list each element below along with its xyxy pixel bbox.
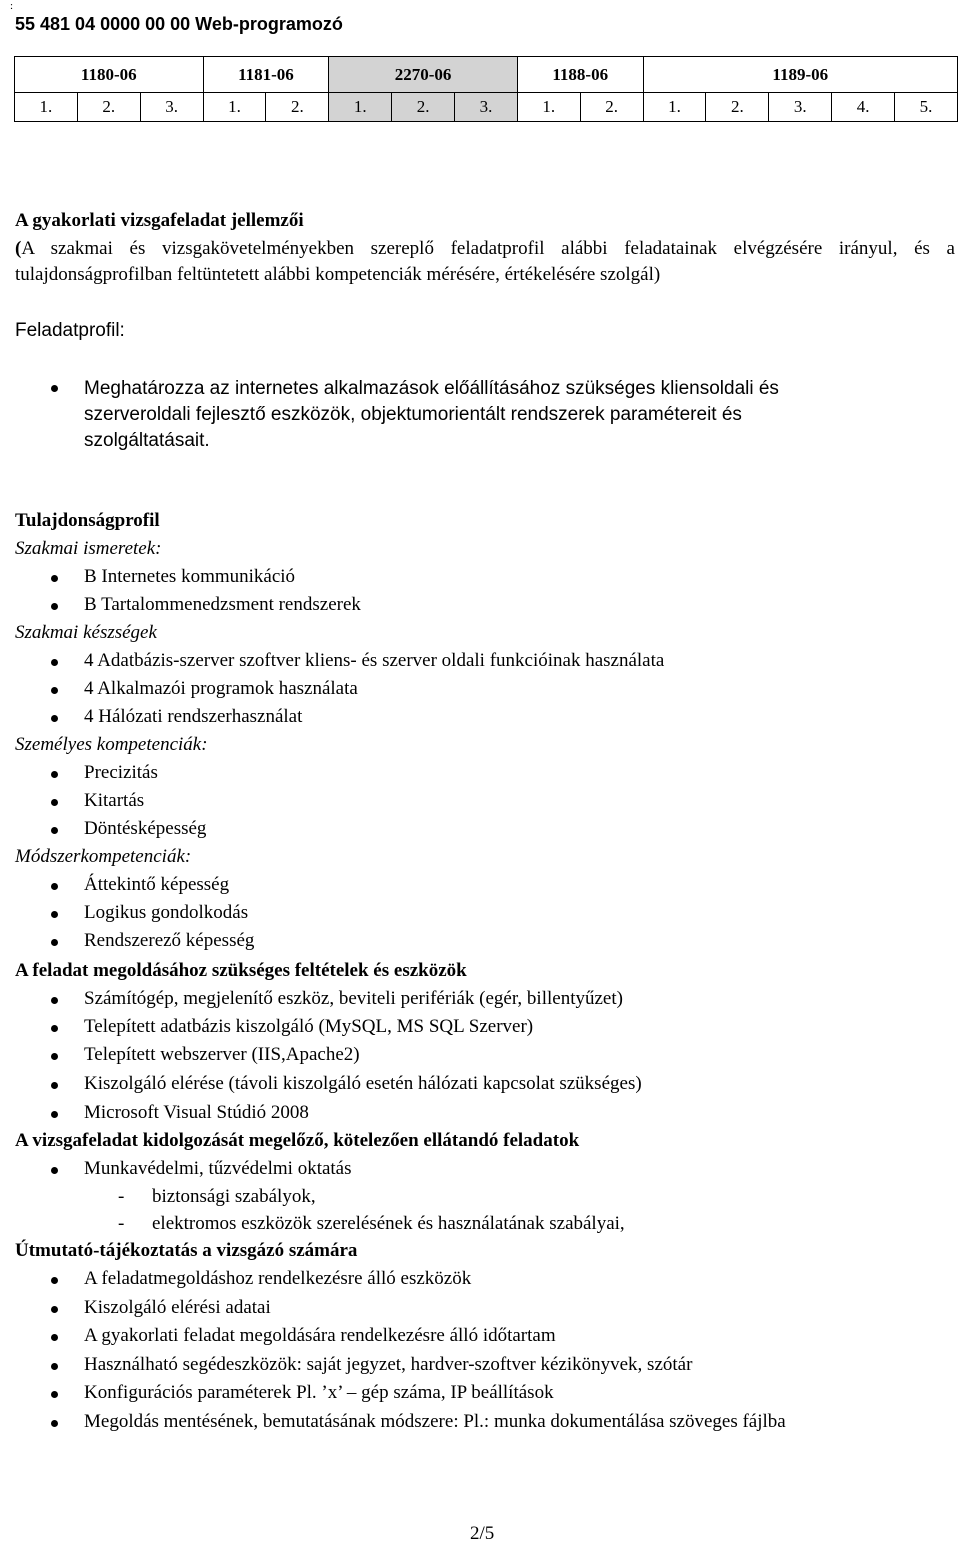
- task-number-cell: 3.: [769, 93, 832, 122]
- bullet-icon: [51, 1334, 58, 1341]
- bullet-icon: [51, 771, 58, 778]
- list-item: [84, 650, 664, 672]
- elozetes-title: A vizsgafeladat kidolgozását megelőző, kötelezően ellátandó feladatok: [15, 1130, 580, 1151]
- list-item: [84, 594, 361, 616]
- list-item: [84, 1411, 786, 1433]
- list-item-text: Áttekintő képesség: [84, 874, 230, 895]
- task-number-cell: 3.: [140, 93, 203, 122]
- task-description-bracket: (: [15, 238, 22, 259]
- task-number-cell: 2.: [77, 93, 140, 122]
- bullet-icon: [51, 939, 58, 946]
- list-item: [84, 1016, 533, 1038]
- task-number-cell: 2.: [266, 93, 329, 122]
- bullet-icon: [51, 1306, 58, 1313]
- bullet-icon: [51, 799, 58, 806]
- bullet-icon: [51, 1420, 58, 1427]
- list-item-text: Megoldás mentésének, bemutatásának módszere: Pl.: munka dokumentálása szöveges fájlba: [84, 1411, 786, 1432]
- bullet-icon: [51, 687, 58, 694]
- task-title: A gyakorlati vizsgafeladat jellemzői: [15, 210, 304, 231]
- bullet-icon: [51, 575, 58, 582]
- list-item-text: Döntésképesség: [84, 818, 207, 839]
- list-item-text: Rendszerező képesség: [84, 930, 255, 951]
- list-item: [84, 1158, 352, 1180]
- dash-mark: -: [118, 1213, 125, 1234]
- list-item-text: Munkavédelmi, tűzvédelmi oktatás: [84, 1158, 352, 1179]
- list-item: [84, 930, 254, 952]
- task-number-cell: 2.: [580, 93, 643, 122]
- list-item: [84, 902, 248, 924]
- bullet-icon: [51, 603, 58, 610]
- list-item: [84, 678, 358, 700]
- list-item-text: Kiszolgáló elérési adatai: [84, 1297, 271, 1318]
- task-number-cell: 1.: [517, 93, 580, 122]
- bullet-icon: [51, 385, 58, 392]
- feladatprofil-item: [84, 376, 824, 454]
- bullet-icon: [51, 1111, 58, 1118]
- module-code-cell: 1181-06: [203, 57, 329, 93]
- list-item: [84, 1073, 642, 1095]
- dash-item-text: elektromos eszközök szerelésének és használatának szabályai,: [152, 1213, 625, 1234]
- task-description: [15, 236, 955, 288]
- feladatprofil-title: Feladatprofil:: [15, 320, 125, 341]
- module-code-cell: 1188-06: [517, 57, 643, 93]
- task-number-cell: 1.: [203, 93, 266, 122]
- list-item: [84, 762, 158, 784]
- task-description-text: A szakmai és vizsgakövetelményekben szereplő feladatprofil alábbi feladatainak elvégzésére irányul, és a tulajdonságprofilban feltüntetett alábbi kompetenciák mérésére, értékelésére szolgál): [15, 238, 955, 285]
- bullet-icon: [51, 1053, 58, 1060]
- task-number-cell: 5.: [895, 93, 958, 122]
- dash-item: [118, 1186, 316, 1208]
- tulajdonsagprofil-title: Tulajdonságprofil: [15, 510, 160, 531]
- list-item-text: 4 Adatbázis-szerver szoftver kliens- és szerver oldali funkcióinak használata: [84, 650, 665, 671]
- feladatprofil-item-text: Meghatározza az internetes alkalmazások előállításához szükséges kliensoldali és szerveroldali fejlesztő eszközök, objektumorientált rendszerek paramétereit és szolgáltatásait.: [84, 378, 779, 451]
- dash-item-text: biztonsági szabályok,: [152, 1186, 316, 1207]
- bullet-icon: [51, 997, 58, 1004]
- list-item: [84, 818, 206, 840]
- list-item-text: Kitartás: [84, 790, 145, 811]
- page-number: 2/5: [470, 1523, 495, 1544]
- list-item: [84, 874, 229, 896]
- szakmai-ismeretek-label: Szakmai ismeretek:: [15, 538, 162, 559]
- bullet-icon: [51, 883, 58, 890]
- list-item-text: A gyakorlati feladat megoldására rendelkezésre álló időtartam: [84, 1325, 556, 1346]
- list-item-text: A feladatmegoldáshoz rendelkezésre álló eszközök: [84, 1268, 472, 1289]
- list-item-text: B Internetes kommunikáció: [84, 566, 296, 587]
- bullet-icon: [51, 1082, 58, 1089]
- module-code-table: [14, 56, 958, 122]
- list-item-text: Kiszolgáló elérése (távoli kiszolgáló esetén hálózati kapcsolat szükséges): [84, 1073, 642, 1094]
- top-mark: :: [10, 0, 14, 12]
- bullet-icon: [51, 1025, 58, 1032]
- list-item-text: Számítógép, megjelenítő eszköz, beviteli perifériák (egér, billentyűzet): [84, 988, 623, 1009]
- list-item: [84, 988, 623, 1010]
- list-item-text: 4 Alkalmazói programok használata: [84, 678, 358, 699]
- list-item: [84, 1102, 309, 1124]
- list-item: [84, 706, 302, 728]
- list-item-text: Használható segédeszközök: saját jegyzet, hardver-szoftver kézikönyvek, szótár: [84, 1354, 693, 1375]
- task-number-cell: 3.: [455, 93, 518, 122]
- module-code-row: [15, 57, 958, 93]
- task-number-row: [15, 93, 958, 122]
- module-code-cell-highlighted: 2270-06: [329, 57, 518, 93]
- bullet-icon: [51, 1167, 58, 1174]
- list-item-text: Konfigurációs paraméterek Pl. ’x’ – gép száma, IP beállítások: [84, 1382, 554, 1403]
- szemelyes-kompetenciak-label: Személyes kompetenciák:: [15, 734, 208, 755]
- list-item-text: 4 Hálózati rendszerhasználat: [84, 706, 303, 727]
- list-item-text: Logikus gondolkodás: [84, 902, 249, 923]
- task-number-cell: 1.: [329, 93, 392, 122]
- bullet-icon: [51, 1363, 58, 1370]
- list-item: [84, 1044, 360, 1066]
- list-item: [84, 1354, 692, 1376]
- list-item: [84, 1268, 471, 1290]
- utmutato-title: Útmutató-tájékoztatás a vizsgázó számára: [15, 1240, 358, 1261]
- bullet-icon: [51, 911, 58, 918]
- bullet-icon: [51, 715, 58, 722]
- list-item: [84, 790, 144, 812]
- document-header: 55 481 04 0000 00 00 Web-programozó: [15, 14, 343, 34]
- module-code-cell: 1189-06: [643, 57, 957, 93]
- task-number-cell: 1.: [15, 93, 78, 122]
- feltetelek-title: A feladat megoldásához szükséges feltételek és eszközök: [15, 960, 467, 981]
- task-number-cell: 4.: [832, 93, 895, 122]
- dash-mark: -: [118, 1186, 125, 1207]
- task-number-cell: 2.: [706, 93, 769, 122]
- bullet-icon: [51, 1277, 58, 1284]
- list-item-text: Telepített webszerver (IIS,Apache2): [84, 1044, 360, 1065]
- task-number-cell: 1.: [643, 93, 706, 122]
- modszerkompetenciak-label: Módszerkompetenciák:: [15, 846, 192, 867]
- list-item-text: B Tartalommenedzsment rendszerek: [84, 594, 361, 615]
- list-item: [84, 566, 295, 588]
- list-item-text: Precizitás: [84, 762, 158, 783]
- bullet-icon: [51, 827, 58, 834]
- bullet-icon: [51, 659, 58, 666]
- dash-item: [118, 1213, 625, 1235]
- list-item: [84, 1325, 556, 1347]
- list-item: [84, 1297, 271, 1319]
- bullet-icon: [51, 1391, 58, 1398]
- list-item-text: Microsoft Visual Stúdió 2008: [84, 1102, 309, 1123]
- task-number-cell: 2.: [392, 93, 455, 122]
- list-item-text: Telepített adatbázis kiszolgáló (MySQL, MS SQL Szerver): [84, 1016, 534, 1037]
- module-code-cell: 1180-06: [15, 57, 204, 93]
- szakmai-keszsegek-label: Szakmai készségek: [15, 622, 157, 643]
- list-item: [84, 1382, 554, 1404]
